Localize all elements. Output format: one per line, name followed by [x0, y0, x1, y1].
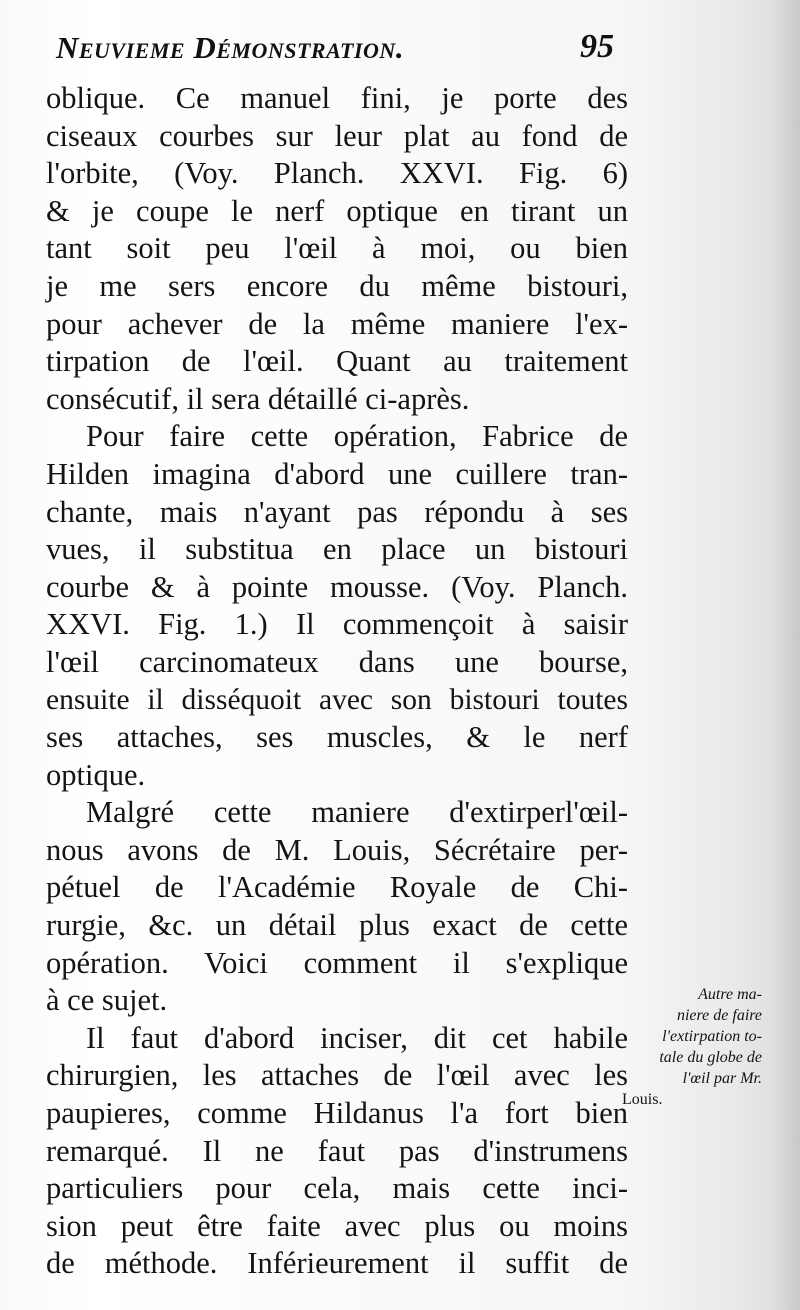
- text-line: l'orbite, (Voy. Planch. XXVI. Fig. 6): [46, 156, 628, 191]
- text-line: Hilden imagina d'abord une cuillere tran-: [46, 456, 628, 491]
- text-line: sion peut être faite avec plus ou moins: [46, 1208, 628, 1243]
- text-line: je me sers encore du même bistouri,: [46, 268, 628, 303]
- text-line: pétuel de l'Académie Royale de Chi-: [46, 870, 628, 905]
- running-title: Neuvieme Démonstration.: [56, 30, 405, 65]
- text-line: rurgie, &c. un détail plus exact de cette: [46, 908, 628, 943]
- text-line: nous avons de M. Louis, Sécrétaire per-: [46, 832, 628, 867]
- text-line: vues, il substitua en place un bistouri: [46, 532, 628, 567]
- text-line: l'œil carcinomateux dans une bourse,: [46, 644, 628, 679]
- text-line: Malgré cette maniere d'extirperl'œil-: [86, 795, 628, 830]
- margin-note-line: l'œil par Mr.: [682, 1070, 762, 1087]
- margin-note-line: l'extirpation to-: [662, 1028, 762, 1045]
- margin-note-line: tale du globe de: [659, 1049, 762, 1066]
- text-line: particuliers pour cela, mais cette inci-: [46, 1171, 628, 1206]
- text-line: oblique. Ce manuel fini, je porte des: [46, 81, 628, 115]
- text-line: à ce sujet.: [46, 983, 168, 1018]
- text-line: consécutif, il sera détaillé ci-après.: [46, 381, 470, 416]
- page-edge-shadow: [772, 0, 800, 1310]
- text-line: opération. Voici comment il s'explique: [46, 945, 628, 980]
- text-line: ensuite il disséquoit avec son bistouri toutes: [46, 683, 628, 716]
- text-line: Pour faire cette opération, Fabrice de: [86, 419, 628, 454]
- margin-note-line: niere de faire: [676, 1007, 762, 1024]
- text-line: ses attaches, ses muscles, & le nerf: [46, 720, 628, 755]
- text-line: Il faut d'abord inciser, dit cet habile: [86, 1020, 628, 1055]
- text-line: remarqué. Il ne faut pas d'instrumens: [46, 1133, 628, 1168]
- text-line: tirpation de l'œil. Quant au traitement: [46, 344, 628, 379]
- text-line: paupieres, comme Hildanus l'a fort bien: [46, 1096, 628, 1131]
- margin-note-line: Autre ma-: [698, 986, 762, 1003]
- text-line: courbe & à pointe mousse. (Voy. Planch.: [46, 569, 628, 604]
- text-line: chirurgien, les attaches de l'œil avec les: [46, 1058, 628, 1093]
- text-line: chante, mais n'ayant pas répondu à ses: [46, 494, 628, 529]
- text-line: XXVI. Fig. 1.) Il commençoit à saisir: [46, 607, 628, 642]
- text-line: & je coupe le nerf optique en tirant un: [46, 193, 628, 228]
- text-line: ciseaux courbes sur leur plat au fond de: [46, 118, 628, 153]
- text-line: tant soit peu l'œil à moi, ou bien: [46, 231, 628, 266]
- page-number: 95: [580, 28, 614, 65]
- margin-note-line: Louis.: [622, 1091, 663, 1108]
- text-line: optique.: [46, 757, 146, 792]
- text-line: pour achever de la même maniere l'ex-: [46, 306, 628, 341]
- text-line: de méthode. Inférieurement il suffit de: [46, 1246, 628, 1281]
- body-text: [46, 80, 628, 1283]
- margin-note: [622, 984, 762, 1110]
